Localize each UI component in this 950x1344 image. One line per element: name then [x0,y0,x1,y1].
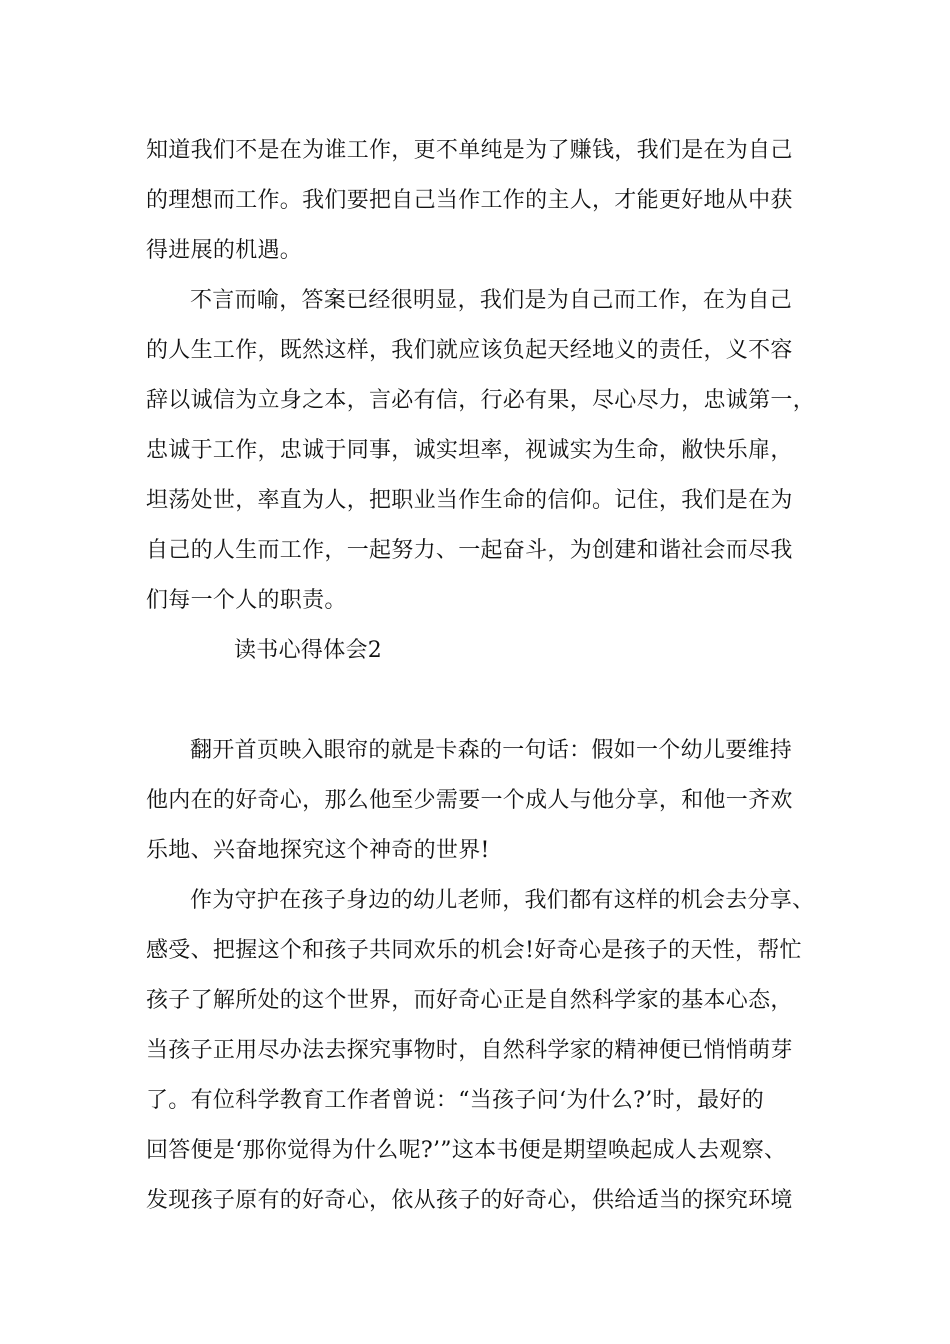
text-line: 翻开首页映入眼帘的就是卡森的一句话：假如一个幼儿要维持 [190,738,793,763]
text-line: 自己的人生而工作，一起努力、一起奋斗，为创建和谐社会而尽我 [146,538,793,563]
text-line: 知道我们不是在为谁工作，更不单纯是为了赚钱，我们是在为自己 [146,138,793,163]
text-line: 了。有位科学教育工作者曾说：“当孩子问‘为什么?’时，最好的 [146,1088,765,1113]
text-line: 们每一个人的职责。 [146,588,347,613]
text-line: 发现孩子原有的好奇心，依从孩子的好奇心，供给适当的探究环境 [146,1188,793,1213]
text-line: 忠诚于工作，忠诚于同事，诚实坦率，视诚实为生命，敝快乐扉， [146,438,793,463]
text-line: 作为守护在孩子身边的幼儿老师，我们都有这样的机会去分享、 [190,888,815,913]
text-line: 感受、把握这个和孩子共同欢乐的机会!好奇心是孩子的天性，帮忙 [146,938,802,963]
text-line: 的人生工作，既然这样，我们就应该负起天经地义的责任，义不容 [146,338,793,363]
text-line: 坦荡处世，率直为人，把职业当作生命的信仰。记住，我们是在为 [146,488,793,513]
text-line: 乐地、兴奋地探究这个神奇的世界! [146,838,490,863]
text-line: 当孩子正用尽办法去探究事物时，自然科学家的精神便已悄悄萌芽 [146,1038,793,1063]
text-line: 不言而喻，答案已经很明显，我们是为自己而工作，在为自己 [190,288,793,313]
text-line: 孩子了解所处的这个世界，而好奇心正是自然科学家的基本心态， [146,988,793,1013]
text-line: 的理想而工作。我们要把自己当作工作的主人，才能更好地从中获 [146,188,793,213]
text-line: 辞以诚信为立身之本，言必有信，行必有果，尽心尽力，忠诚第一， [146,388,816,413]
section-heading: 读书心得体会2 [234,638,383,663]
text-line: 回答便是‘那你觉得为什么呢?’”这本书便是期望唤起成人去观察、 [146,1138,787,1163]
text-line: 他内在的好奇心，那么他至少需要一个成人与他分享，和他一齐欢 [146,788,793,813]
text-line: 得进展的机遇。 [146,238,303,263]
